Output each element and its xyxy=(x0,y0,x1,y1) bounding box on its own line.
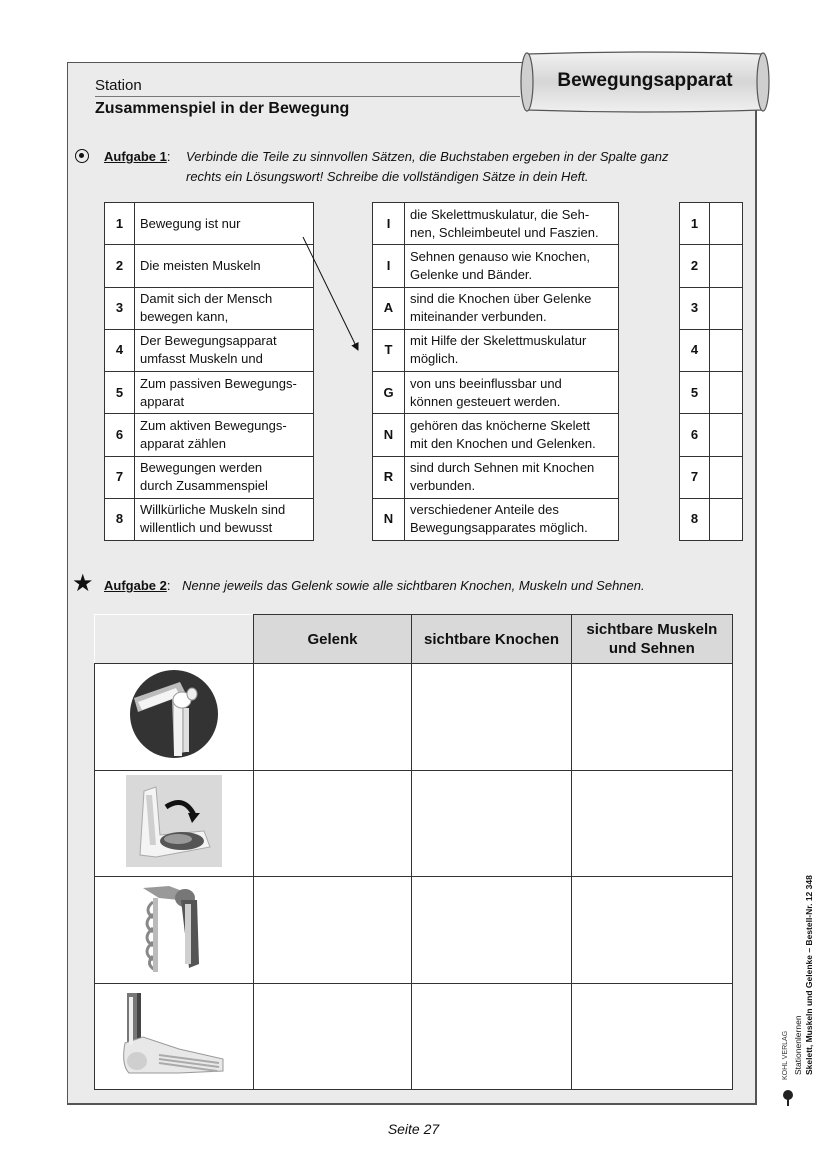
answer-number: 8 xyxy=(680,498,710,540)
right-row-8 xyxy=(373,498,619,540)
answer-row-2 xyxy=(680,245,743,287)
task2-text: Nenne jeweils das Gelenk sowie alle sichtbaren Knochen, Muskeln und Sehnen. xyxy=(182,578,645,593)
right-row-7 xyxy=(373,456,619,498)
letter-cell: N xyxy=(373,498,405,540)
answer-cell[interactable] xyxy=(571,664,732,771)
letter-cell: G xyxy=(373,372,405,414)
page-number: Seite 27 xyxy=(387,1121,440,1137)
corner-cell xyxy=(95,615,254,664)
left-row-7 xyxy=(105,456,314,498)
header-muskeln: sichtbare Muskeln und Sehnen xyxy=(571,615,732,664)
left-row-1 xyxy=(105,203,314,245)
task1-instruction: Aufgabe 1: xyxy=(104,149,171,164)
answer-cell[interactable] xyxy=(253,664,412,771)
answer-cell[interactable] xyxy=(412,877,571,984)
answer-row-6 xyxy=(680,414,743,456)
letter-cell: A xyxy=(373,287,405,329)
page-title: Zusammenspiel in der Bewegung xyxy=(95,100,350,117)
joint-table xyxy=(94,614,733,1090)
left-sentence-part: Zum aktiven Bewegungs- apparat zählen xyxy=(135,414,314,456)
left-number: 5 xyxy=(105,372,135,414)
knee-image-cell xyxy=(95,664,254,771)
left-sentence-part: Bewegungen werden durch Zusammenspiel xyxy=(135,456,314,498)
header-gelenk: Gelenk xyxy=(253,615,412,664)
side-order-number: Skelett, Muskeln und Gelenke – Bestell-Nr. 12 348 xyxy=(804,875,814,1075)
elbow-image-cell xyxy=(95,770,254,877)
answer-letter-box[interactable] xyxy=(710,372,743,414)
left-row-2 xyxy=(105,245,314,287)
sentence-start-table xyxy=(104,202,314,541)
table-row xyxy=(95,877,733,984)
answer-number: 3 xyxy=(680,287,710,329)
answer-number: 7 xyxy=(680,456,710,498)
shoulder-skeleton-image xyxy=(139,880,209,974)
right-row-5 xyxy=(373,372,619,414)
elbow-arm-image xyxy=(126,775,222,867)
left-number: 7 xyxy=(105,456,135,498)
difficulty-star-icon: ★ xyxy=(72,570,94,597)
answer-number: 4 xyxy=(680,329,710,371)
answer-cell[interactable] xyxy=(412,664,571,771)
left-number: 8 xyxy=(105,498,135,540)
station-label: Station xyxy=(95,77,142,94)
title-divider xyxy=(95,96,520,97)
answer-letter-box[interactable] xyxy=(710,329,743,371)
answer-cell[interactable] xyxy=(412,770,571,877)
letter-cell: N xyxy=(373,414,405,456)
right-sentence-part: verschiedener Anteile des Bewegungsapparates möglich. xyxy=(405,498,619,540)
tree-logo-icon xyxy=(781,1089,795,1107)
right-row-3 xyxy=(373,287,619,329)
letter-cell: I xyxy=(373,245,405,287)
left-number: 2 xyxy=(105,245,135,287)
answer-row-3 xyxy=(680,287,743,329)
table-row xyxy=(95,770,733,877)
answer-row-8 xyxy=(680,498,743,540)
answer-cell[interactable] xyxy=(412,983,571,1090)
right-sentence-part: Sehnen genauso wie Knochen, Gelenke und Bänder. xyxy=(405,245,619,287)
right-sentence-part: von uns beeinflussbar und können gesteuert werden. xyxy=(405,372,619,414)
answer-row-4 xyxy=(680,329,743,371)
left-number: 3 xyxy=(105,287,135,329)
difficulty-circle-icon xyxy=(75,149,89,163)
left-row-8 xyxy=(105,498,314,540)
right-sentence-part: mit Hilfe der Skelettmuskulatur möglich. xyxy=(405,329,619,371)
foot-skeleton-image xyxy=(119,989,229,1079)
right-sentence-part: sind die Knochen über Gelenke miteinander verbunden. xyxy=(405,287,619,329)
foot-image-cell xyxy=(95,983,254,1090)
answer-cell[interactable] xyxy=(571,770,732,877)
topic-badge: Bewegungsapparat xyxy=(557,70,733,91)
answer-row-7 xyxy=(680,456,743,498)
right-sentence-part: sind durch Sehnen mit Knochen verbunden. xyxy=(405,456,619,498)
answer-cell[interactable] xyxy=(571,877,732,984)
table-row xyxy=(95,983,733,1090)
answer-letter-box[interactable] xyxy=(710,456,743,498)
left-sentence-part: Der Bewegungsapparat umfasst Muskeln und xyxy=(135,329,314,371)
answer-number: 2 xyxy=(680,245,710,287)
answer-cell[interactable] xyxy=(253,983,412,1090)
publisher-logo-text: KOHL VERLAG xyxy=(782,1030,789,1080)
answer-letter-box[interactable] xyxy=(710,414,743,456)
left-row-6 xyxy=(105,414,314,456)
left-sentence-part: Willkürliche Muskeln sind willentlich und bewusst xyxy=(135,498,314,540)
right-sentence-part: gehören das knöcherne Skelett mit den Knochen und Gelenken. xyxy=(405,414,619,456)
left-sentence-part: Bewegung ist nur xyxy=(135,203,314,245)
right-row-4 xyxy=(373,329,619,371)
knee-joint-image xyxy=(124,668,224,760)
left-row-4 xyxy=(105,329,314,371)
solution-word-table xyxy=(679,202,743,541)
header-knochen: sichtbare Knochen xyxy=(412,615,571,664)
task2-label: Aufgabe 2 xyxy=(104,578,167,593)
answer-row-1 xyxy=(680,203,743,245)
left-sentence-part: Die meisten Muskeln xyxy=(135,245,314,287)
task1-label: Aufgabe 1 xyxy=(104,149,167,164)
left-row-3 xyxy=(105,287,314,329)
right-row-2 xyxy=(373,245,619,287)
answer-cell[interactable] xyxy=(571,983,732,1090)
left-sentence-part: Damit sich der Mensch bewegen kann, xyxy=(135,287,314,329)
answer-number: 1 xyxy=(680,203,710,245)
left-number: 6 xyxy=(105,414,135,456)
answer-number: 5 xyxy=(680,372,710,414)
task2-instruction: Aufgabe 2: Nenne jeweils das Gelenk sowie alle sichtbaren Knochen, Muskeln und Sehnen. xyxy=(104,578,645,593)
answer-number: 6 xyxy=(680,414,710,456)
task1-text: Verbinde die Teile zu sinnvollen Sätzen, die Buchstaben ergeben in der Spalte ganz rechts ein Lösungswort! Schreibe die vollständigen Sätze in dein Heft. xyxy=(186,149,669,184)
letter-cell: T xyxy=(373,329,405,371)
left-sentence-part: Zum passiven Bewegungs- apparat xyxy=(135,372,314,414)
answer-cell[interactable] xyxy=(253,770,412,877)
side-publisher-info xyxy=(793,745,815,1075)
answer-letter-box[interactable] xyxy=(710,498,743,540)
answer-row-5 xyxy=(680,372,743,414)
right-row-6 xyxy=(373,414,619,456)
table-row xyxy=(95,664,733,771)
answer-letter-box[interactable] xyxy=(710,245,743,287)
sentence-end-table xyxy=(372,202,619,541)
shoulder-image-cell xyxy=(95,877,254,984)
side-series: Stationenlernen xyxy=(793,1015,803,1075)
letter-cell: R xyxy=(373,456,405,498)
answer-letter-box[interactable] xyxy=(710,203,743,245)
left-row-5 xyxy=(105,372,314,414)
answer-cell[interactable] xyxy=(253,877,412,984)
right-sentence-part: die Skelettmuskulatur, die Seh- nen, Schleimbeutel und Faszien. xyxy=(405,203,619,245)
letter-cell: I xyxy=(373,203,405,245)
right-row-1 xyxy=(373,203,619,245)
left-number: 4 xyxy=(105,329,135,371)
left-number: 1 xyxy=(105,203,135,245)
answer-letter-box[interactable] xyxy=(710,287,743,329)
